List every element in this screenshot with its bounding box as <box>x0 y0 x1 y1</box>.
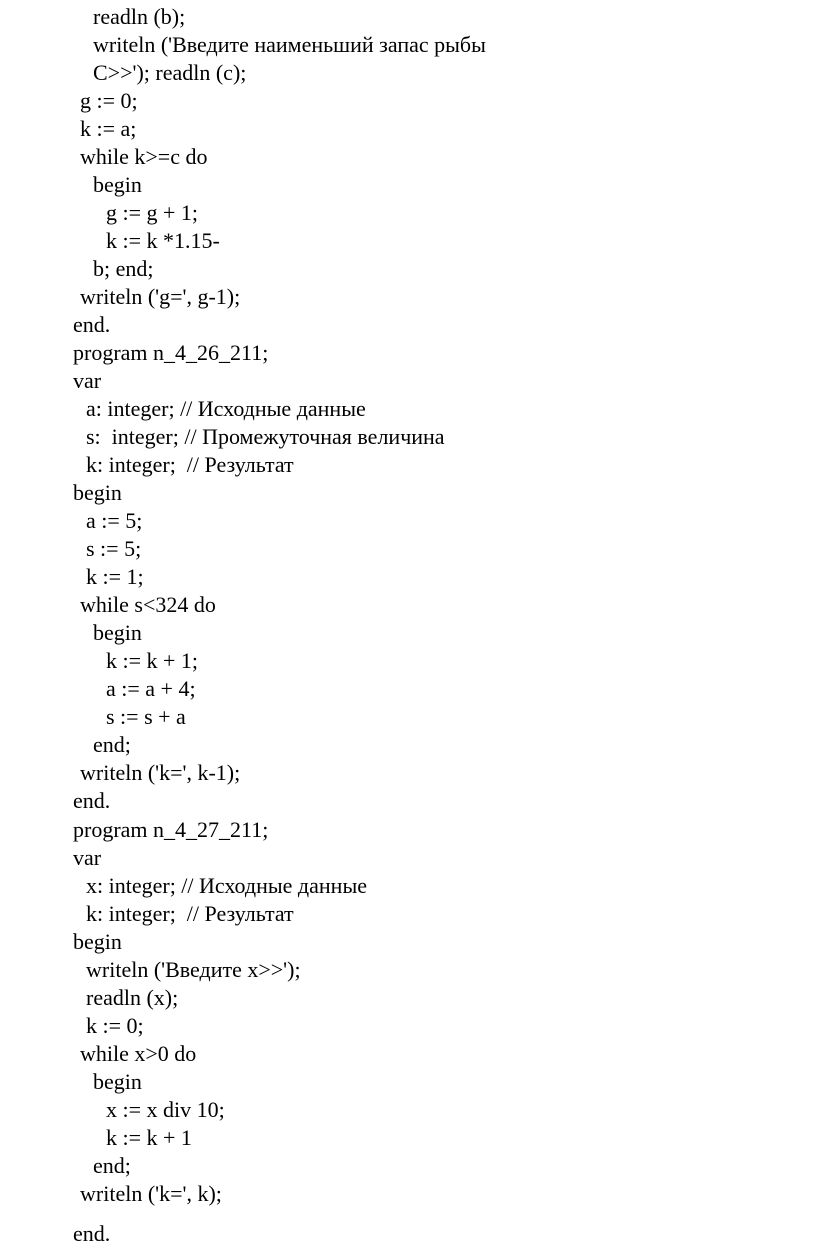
code-line: program n_4_26_211; <box>73 340 269 365</box>
code-line: s := 5; <box>86 536 142 561</box>
code-line: begin <box>93 1069 142 1094</box>
code-line: g := g + 1; <box>106 200 199 225</box>
code-line: end. <box>73 788 111 813</box>
code-line: writeln ('g=', g-1); <box>80 284 241 309</box>
code-line: begin <box>73 480 122 505</box>
code-line: s := s + a <box>106 704 186 729</box>
code-line: s: integer; // Промежуточная величина <box>86 424 445 449</box>
code-line: var <box>73 368 102 393</box>
code-line: begin <box>93 172 142 197</box>
code-line: writeln ('k=', k-1); <box>80 760 241 785</box>
code-line: while s<324 do <box>80 592 216 617</box>
code-line: begin <box>73 929 122 954</box>
code-line: a: integer; // Исходные данные <box>86 396 366 421</box>
code-line: end; <box>93 732 131 757</box>
code-line: end; <box>93 1153 131 1178</box>
code-line: k := k *1.15- <box>106 228 220 253</box>
code-line: k := 1; <box>86 564 144 589</box>
code-line: while x>0 do <box>80 1041 197 1066</box>
code-line: k := k + 1 <box>106 1125 192 1150</box>
code-line: program n_4_27_211; <box>73 817 269 842</box>
code-line: begin <box>93 620 142 645</box>
code-line: C>>'); readln (c); <box>93 60 247 85</box>
code-line: writeln ('k=', k); <box>80 1181 222 1206</box>
code-line: a := a + 4; <box>106 676 196 701</box>
code-line: b; end; <box>93 256 154 281</box>
code-line: k := k + 1; <box>106 648 199 673</box>
code-line: k := 0; <box>86 1013 144 1038</box>
code-line: k := a; <box>80 116 137 141</box>
code-line: readln (b); <box>93 4 186 29</box>
code-line: k: integer; // Результат <box>86 452 294 477</box>
code-line: writeln ('Введите наименьший запас рыбы <box>93 32 486 57</box>
code-line: x: integer; // Исходные данные <box>86 873 367 898</box>
code-line: end. <box>73 1221 111 1246</box>
code-line: k: integer; // Результат <box>86 901 294 926</box>
code-line: while k>=c do <box>80 144 208 169</box>
code-line: end. <box>73 312 111 337</box>
code-line: var <box>73 845 102 870</box>
code-line: writeln ('Введите x>>'); <box>86 957 301 982</box>
code-line: x := x div 10; <box>106 1097 225 1122</box>
code-line: a := 5; <box>86 508 143 533</box>
code-line: g := 0; <box>80 88 138 113</box>
code-line: readln (x); <box>86 985 179 1010</box>
